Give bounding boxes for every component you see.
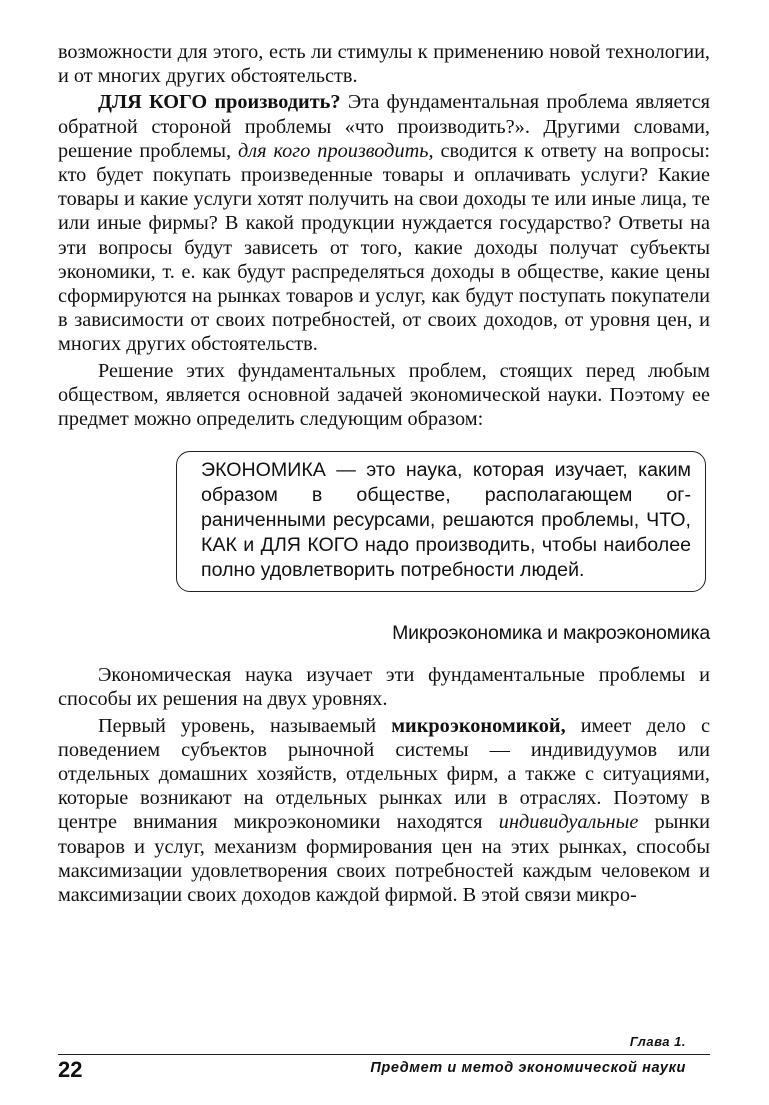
paragraph-for-whom [58,90,710,356]
italic-term: для кого производить [237,139,429,162]
bold-term: микроэкономикой, [391,714,566,737]
paragraph-text: возможности для этого, есть ли стимулы к применению новой технологии, и от многих других обстоятельств. [58,41,710,88]
italic-term: индивидуальные [498,811,639,834]
paragraph-continuation [58,40,710,88]
paragraph-two-levels [58,663,710,711]
paragraph-text: , сводится к ответу на вопросы: кто будет покупать произведенные товары и оплачивать услуги? Какие товары и какие услуги хотят получить на свои доходы те или иные лица, те или иные фирмы? В какой продукции нуждается государство? Ответы на эти вопросы будут зависеть от того, какие доходы получат субъекты экономики, т. е. как будут распределяться доходы в обществе, какие цены сформируются на рынках товаров и услуг, как будут поступать покупатели в зависимости от своих потребностей, от своих доходов, от уровня цен, и многих других обстоятельств. [58,139,710,356]
footer-rule [58,1054,710,1055]
chapter-label: Глава 1. [629,1034,686,1049]
bold-lead: ДЛЯ КОГО производить? [98,91,341,114]
page-body [58,40,710,907]
paragraph-text: Решение этих фундаментальных проблем, стоящих перед любым обществом, является основной задачей экономической науки. Поэтому ее предмет можно определить следующим образом: [58,359,710,431]
paragraph-text: Экономическая наука изучает эти фундаментальные проблемы и способы их решения на двух уровнях. [58,664,710,711]
paragraph-text: имеет дело с поведением субъектов рыночной системы — индивидуумов или отдельных домашних хозяйств, отдельных фирм, а также с ситуациями, которые возникают на отдельных рынках или в отраслях. Поэтому в центре внимания микроэкономики находятся [58,714,710,834]
definition-text: ЭКОНОМИКА — это наука, которая изучает, каким образом в обществе, располагающем ограниченными ресурсами, решаются проблемы, ЧТО, КАК и ДЛЯ КОГО надо производить, чтобы наиболее полно удовлетворить потребности людей. [201,459,691,582]
page-number: 22 [58,1057,83,1082]
section-title: Микроэкономика и макроэкономика [392,622,710,645]
paragraph-text: рынки товаров и услуг, механизм формирования цен на этих рынках, способы максимизации удовлетворения своих потребностей каждым человеком и максимизации своих доходов каждой фирмой. В этой связи микро- [58,811,710,907]
running-title: Предмет и метод экономической науки [370,1060,686,1076]
definition-box [176,451,706,592]
paragraph-solution [58,359,710,432]
paragraph-text: Эта фундаментальная проблема является обратной стороной проблемы «что производить?». Другими словами, решение проблемы, [58,91,710,162]
paragraph-microeconomics [58,714,710,908]
page-footer [58,1034,710,1084]
paragraph-text: Первый уровень, называемый [98,714,392,737]
